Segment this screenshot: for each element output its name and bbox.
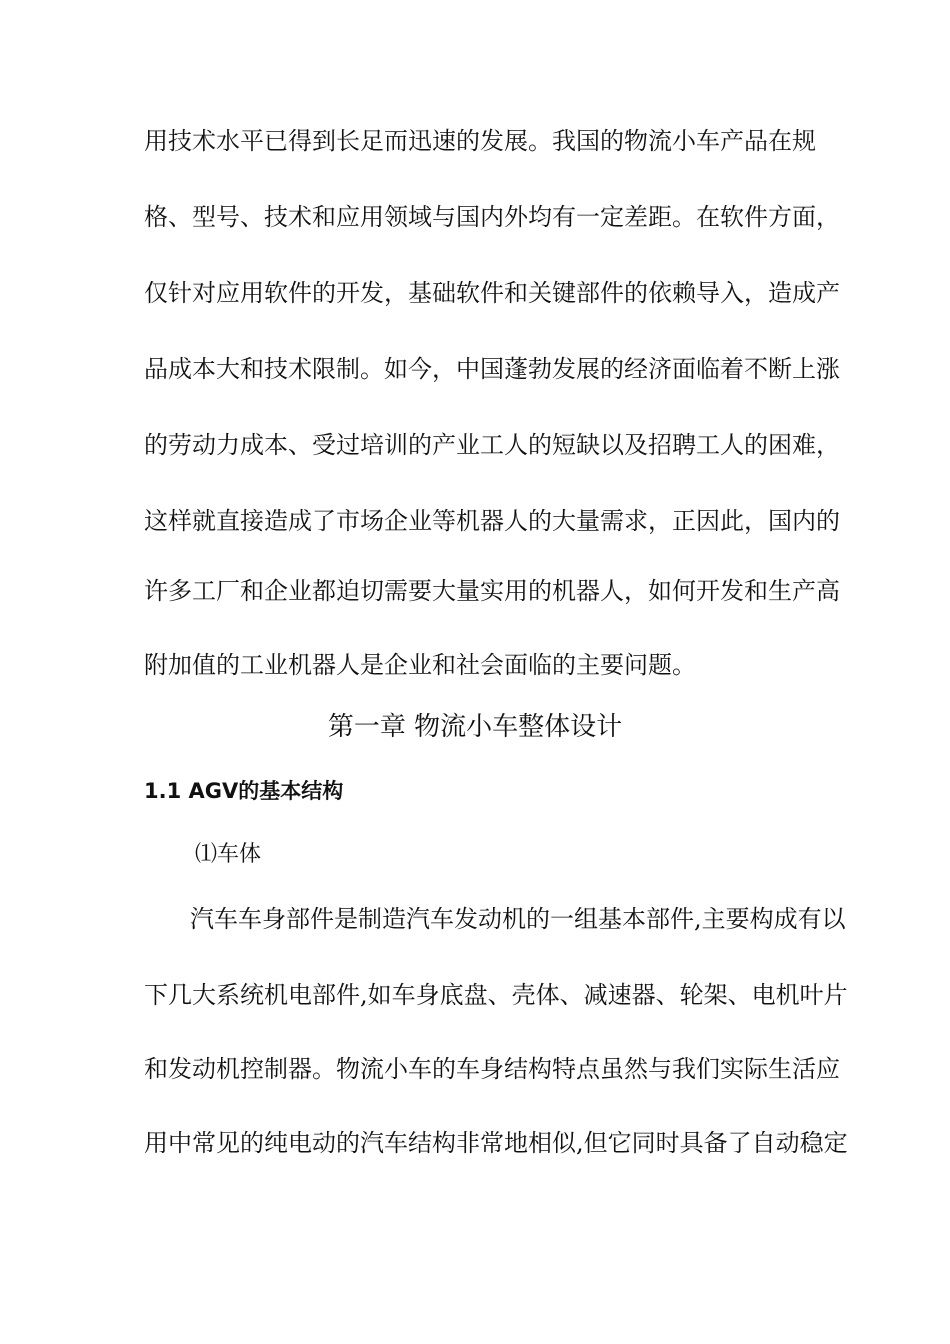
paragraph-line: 和发动机控制器。物流小车的车身结构特点虽然与我们实际生活应 [144,1055,840,1083]
paragraph-line: 用中常见的纯电动的汽车结构非常地相似,但它同时具备了自动稳定 [144,1129,848,1157]
paragraph-line: 汽车车身部件是制造汽车发动机的一组基本部件,主要构成有以 [190,905,846,933]
subsection-title: ⑴车体 [195,842,262,867]
paragraph-line: 仅针对应用软件的开发，基础软件和关键部件的依赖导入，造成产 [144,279,840,307]
paragraph-line: 附加值的工业机器人是企业和社会面临的主要问题。 [144,651,696,679]
chapter-title: 第一章 物流小车整体设计 [327,712,623,742]
paragraph-line: 品成本大和技术限制。如今，中国蓬勃发展的经济面临着不断上涨 [144,355,840,383]
paragraph-line: 下几大系统机电部件,如车身底盘、壳体、减速器、轮架、电机叶片 [144,981,848,1009]
paragraph-line: 这样就直接造成了市场企业等机器人的大量需求，正因此，国内的 [144,507,840,535]
paragraph-line: 的劳动力成本、受过培训的产业工人的短缺以及招聘工人的困难， [144,431,840,459]
paragraph-line: 用技术水平已得到长足而迅速的发展。我国的物流小车产品在规 [144,127,816,155]
paragraph-line: 格、型号、技术和应用领域与国内外均有一定差距。在软件方面， [144,203,840,231]
section-title: 1.1 AGV的基本结构 [144,779,344,803]
paragraph-line: 许多工厂和企业都迫切需要大量实用的机器人，如何开发和生产高 [144,577,840,605]
